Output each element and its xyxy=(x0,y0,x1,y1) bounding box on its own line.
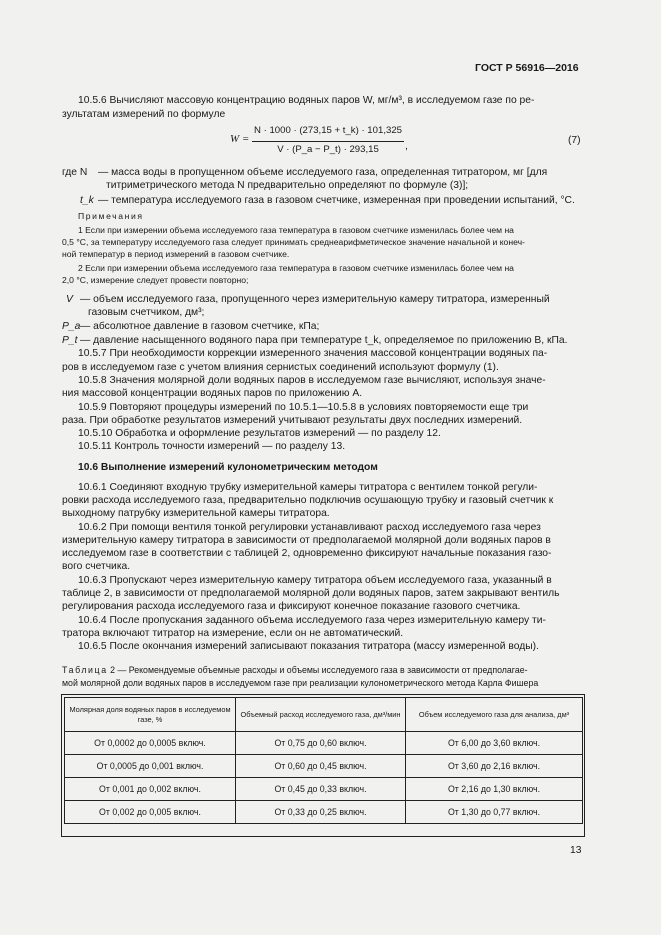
def-tk-symbol: t_k xyxy=(80,195,94,206)
p1065: 10.6.5 После окончания измерений записывают показания титратора (массу измеренной воды). xyxy=(78,641,539,652)
def-pt-symbol: P_t xyxy=(62,335,78,346)
table-cell: От 0,45 до 0,33 включ. xyxy=(236,778,406,801)
table-row xyxy=(65,778,583,801)
def-v-text-l2: газовым счетчиком, дм³; xyxy=(88,307,205,318)
table-cell: От 1,30 до 0,77 включ. xyxy=(406,801,583,824)
def-tk-text: — температура исследуемого газа в газовом счетчике, измеренная при проведении испытаний, °С. xyxy=(98,195,575,206)
p1059-line2: раза. При обработке результатов измерений учитывают результаты двух последних измерений. xyxy=(62,415,523,426)
def-n-text-l1: — масса воды в пропущенном объеме исследуемого газа, определенная титратором, мг [для xyxy=(98,167,548,178)
p10511: 10.5.11 Контроль точности измерений — по разделу 13. xyxy=(78,441,346,452)
table-cell: От 0,002 до 0,005 включ. xyxy=(65,801,236,824)
p1061-line2: ровки расхода исследуемого газа, предварительно подключив осушающую трубку и газовый счетчик к xyxy=(62,495,554,506)
table-row xyxy=(65,755,583,778)
table2-caption-text: 2 — Рекомендуемые объемные расходы и объемы исследуемого газа в зависимости от предполагае- xyxy=(107,665,528,675)
formula-numerator: N · 1000 · (273,15 + t_k) · 101,325 xyxy=(254,125,402,136)
p1059-line1: 10.5.9 Повторяют процедуры измерений по 10.5.1—10.5.8 в условиях повторяемости еще три xyxy=(78,402,529,413)
table-cell: От 2,16 до 1,30 включ. xyxy=(406,778,583,801)
def-v-symbol: V xyxy=(66,294,73,305)
fraction-bar xyxy=(252,141,404,142)
p1058-line1: 10.5.8 Значения молярной доли водяных паров в исследуемом газе вычисляют, используя значе- xyxy=(78,375,546,386)
p1063-line1: 10.6.3 Пропускают через измерительную камеру титратора объем исследуемого газа, указанный в xyxy=(78,575,552,586)
table-row xyxy=(65,801,583,824)
page-number: 13 xyxy=(570,845,582,856)
p1064-line1: 10.6.4 После пропускания заданного объема исследуемого газа через измерительную камеру ти- xyxy=(78,615,546,626)
p1064-line2: тратора включают титратор на измерение, если он не автоматический. xyxy=(62,628,404,639)
table-row xyxy=(65,732,583,755)
table2-caption-label: Таблица xyxy=(62,665,108,675)
p10510: 10.5.10 Обработка и оформление результатов измерений — по разделу 12. xyxy=(78,428,441,439)
def-n-text-l2: титриметрического метода N предварительно определяют по формуле (3)]; xyxy=(106,180,469,191)
table-cell: От 0,0002 до 0,0005 включ. xyxy=(65,732,236,755)
col-header-gas-volume: Объем исследуемого газа для анализа, дм³ xyxy=(406,698,583,732)
table2-caption-line1 xyxy=(62,665,528,676)
table-cell: От 3,60 до 2,16 включ. xyxy=(406,755,583,778)
note2-line2: 2,0 °С, измерение следует провести повторно; xyxy=(62,275,249,285)
col-header-flow-rate: Объемный расход исследуемого газа, дм³/мин xyxy=(236,698,406,732)
p1063-line2: таблице 2, в зависимости от предполагаемой молярной доли водяных паров, затем закрывают вентиль xyxy=(62,588,560,599)
table-2 xyxy=(64,697,583,824)
def-pt-text: — давление насыщенного водяного пара при температуре t_k, определяемое по приложению В, кПа. xyxy=(80,335,568,346)
p1061-line3: выходному патрубку измерительной камеры титратора. xyxy=(62,508,330,519)
p1062-line4: вого счетчика. xyxy=(62,561,131,572)
col-header-molar-fraction: Молярная доля водяных паров в исследуемом газе, % xyxy=(65,698,236,732)
formula-comma: , xyxy=(405,141,408,152)
standard-code: ГОСТ Р 56916—2016 xyxy=(475,62,579,74)
def-pa-text: — абсолютное давление в газовом счетчике, кПа; xyxy=(80,321,320,332)
table-cell: От 6,00 до 3,60 включ. xyxy=(406,732,583,755)
p1061-line1: 10.6.1 Соединяют входную трубку измерительной камеры титратора с вентилем тонкой регули- xyxy=(78,482,538,493)
p1057-line1: 10.5.7 При необходимости коррекции измеренного значения массовой концентрации водяных па- xyxy=(78,348,548,359)
p1057-line2: ров в исследуемом газе с учетом влияния сернистых соединений используют формулу (1). xyxy=(62,362,499,373)
note1-line1: 1 Если при измерении объема исследуемого газа температура в газовом счетчике изменилась более чем на xyxy=(78,225,514,235)
p1056-line1: 10.5.6 Вычисляют массовую концентрацию водяных паров W, мг/м³, в исследуемом газе по ре- xyxy=(78,95,535,106)
def-v-text-l1: — объем исследуемого газа, пропущенного через измерительную камеру титратора, измеренный xyxy=(80,294,550,305)
notes-title: Примечания xyxy=(78,211,144,221)
table-cell: От 0,0005 до 0,001 включ. xyxy=(65,755,236,778)
p1058-line2: ния массовой концентрации водяных паров по приложению А. xyxy=(62,388,363,399)
p1062-line1: 10.6.2 При помощи вентиля тонкой регулировки устанавливают расход исследуемого газа через xyxy=(78,522,541,533)
def-n-symbol: где N xyxy=(62,167,88,178)
note1-line3: ной температур в период измерений в газовом счетчике. xyxy=(62,249,290,259)
p1062-line3: исследуемом газе в соответствии с таблицей 2, одновременно фиксируют начальные показания газо- xyxy=(62,548,552,559)
p1063-line3: регулирования расхода исследуемого газа и фиксируют конечное показание газового счетчика. xyxy=(62,601,521,612)
formula-denominator: V · (P_a − P_t) · 293,15 xyxy=(277,144,379,155)
formula-lhs: W = xyxy=(230,133,250,145)
table-cell: От 0,75 до 0,60 включ. xyxy=(236,732,406,755)
table-cell: От 0,33 до 0,25 включ. xyxy=(236,801,406,824)
p1062-line2: измерительную камеру титратора в зависимости от предполагаемой молярной доли водяных паров в xyxy=(62,535,551,546)
table-cell: От 0,60 до 0,45 включ. xyxy=(236,755,406,778)
def-pa-symbol: P_a xyxy=(62,321,81,332)
table2-caption-line2: мой молярной доли водяных паров в исследуемом газе при реализации кулонометрического метода Карла Фишера xyxy=(62,678,539,688)
table-header-row xyxy=(65,698,583,732)
section-10-6-title: 10.6 Выполнение измерений кулонометрическим методом xyxy=(78,462,378,473)
p1056-line2: зультатам измерений по формуле xyxy=(62,109,226,120)
table-cell: От 0,001 до 0,002 включ. xyxy=(65,778,236,801)
note2-line1: 2 Если при измерении объема исследуемого газа температура в газовом счетчике изменилась более чем на xyxy=(78,263,514,273)
formula-number: (7) xyxy=(568,135,581,146)
note1-line2: 0,5 °С, за температуру исследуемого газа следует принимать среднеарифметическое значение начальной и конеч- xyxy=(62,237,525,247)
